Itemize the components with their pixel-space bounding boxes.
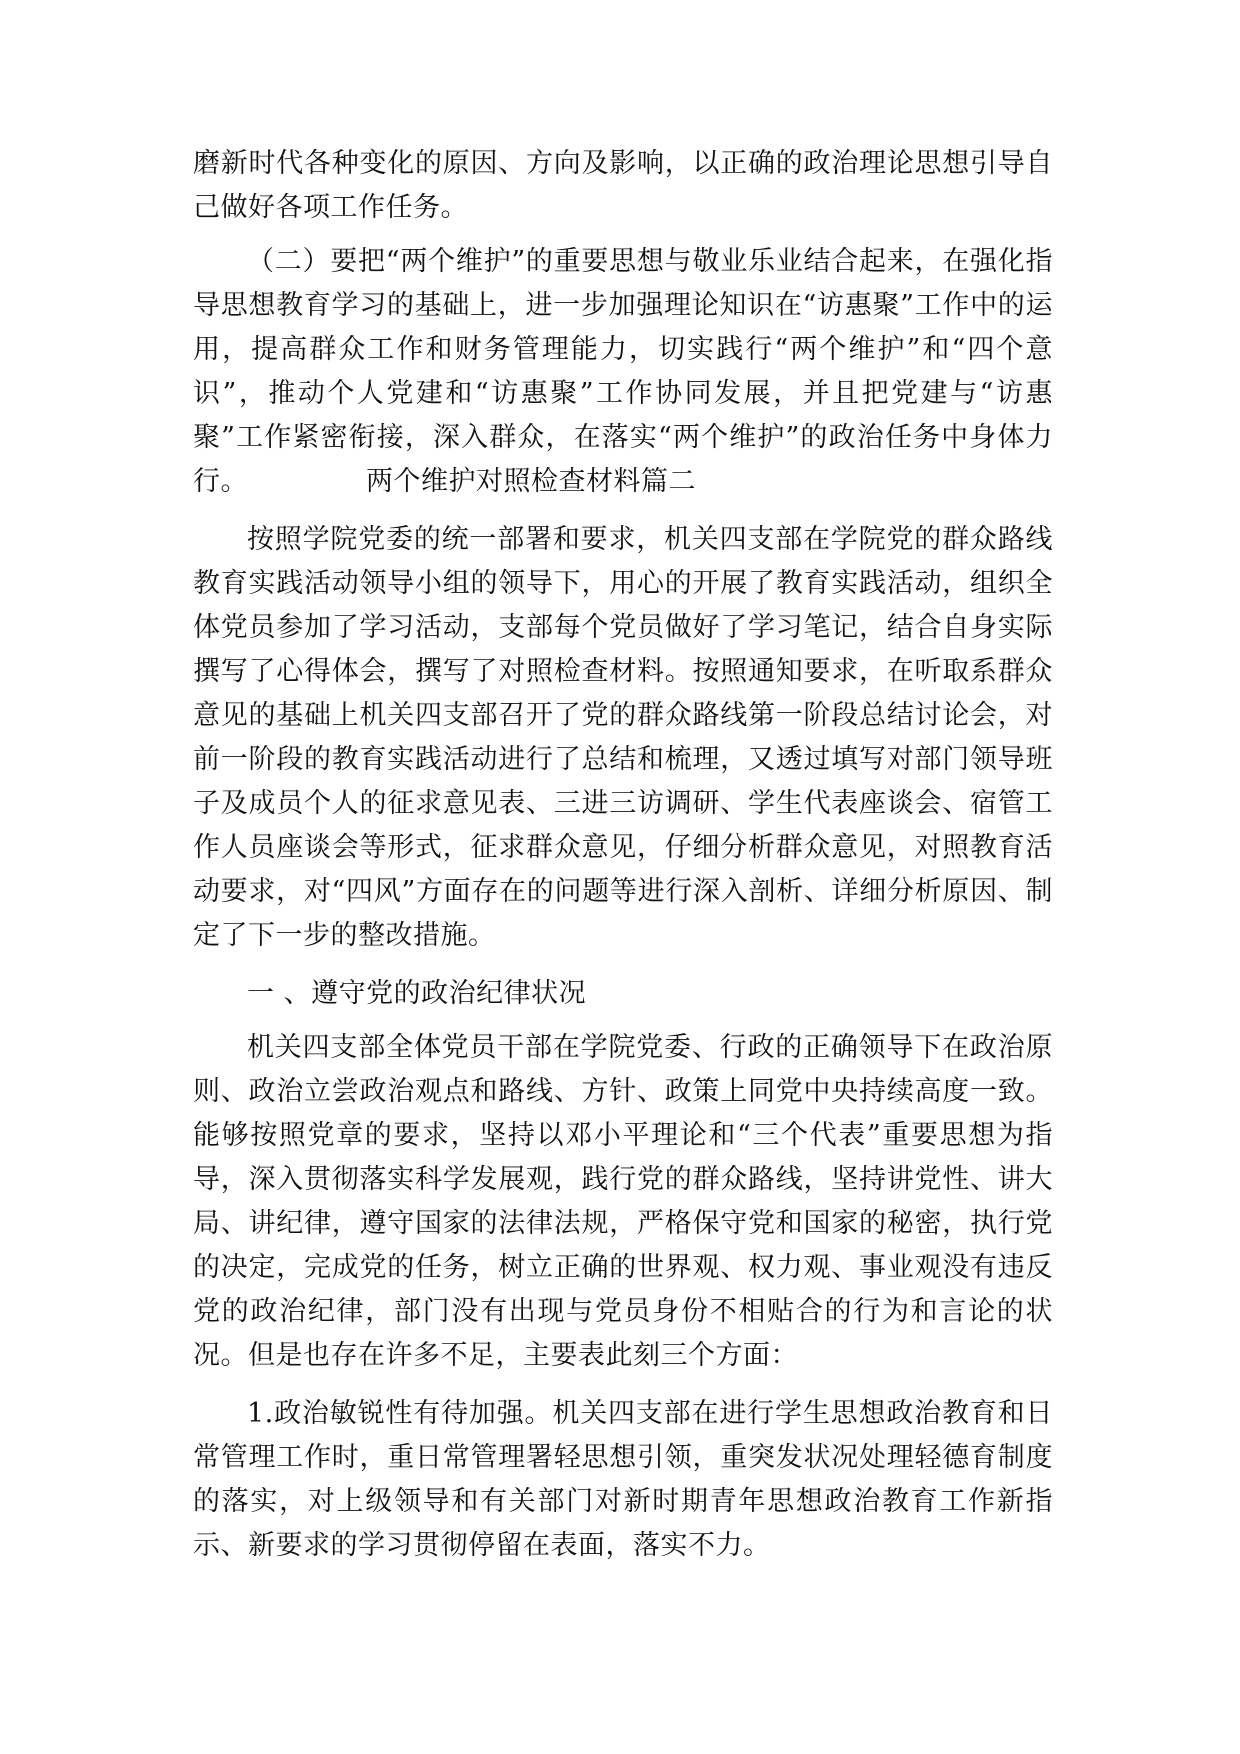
paragraph-political-discipline	[193, 1026, 1053, 1378]
paragraph-text: 磨新时代各种变化的原因、方向及影响，以正确的政治理论思想引导自己做好各项工作任务。	[193, 148, 1053, 223]
document-title-inline: 两个维护对照检查材料篇二	[366, 466, 696, 497]
paragraph-intro	[193, 518, 1053, 958]
paragraph-text: 机关四支部全体党员干部在学院党委、行政的正确领导下在政治原则、政治立尝政治观点和路线、方针、政策上同党中央持续高度一致。能够按照党章的要求，坚持以邓小平理论和“三个代表”重要思想为指导，深入贯彻落实科学发展观，践行党的群众路线，坚持讲党性、讲大局、讲纪律，遵守国家的法律法规，严格保守党和国家的秘密，执行党的决定，完成党的任务，树立正确的世界观、权力观、事业观没有违反党的政治纪律，部门没有出现与党员身份不相贴合的行为和言论的状况。但是也存在许多不足，主要表此刻三个方面：	[193, 1032, 1053, 1371]
document-body	[193, 142, 1053, 1568]
paragraph-point-one	[193, 1392, 1053, 1568]
section-heading-political-discipline	[193, 972, 1053, 1016]
paragraph-text: 1.政治敏锐性有待加强。机关四支部在进行学生思想政治教育和日常管理工作时，重日常管理署轻思想引领，重突发状况处理轻德育制度的落实，对上级领导和有关部门对新时期青年思想政治教育工作新指示、新要求的学习贯彻停留在表面，落实不力。	[193, 1398, 1053, 1561]
paragraph-text: （二）要把“两个维护”的重要思想与敬业乐业结合起来，在强化指导思想教育学习的基础上，进一步加强理论知识在“访惠聚”工作中的运用，提高群众工作和财务管理能力，切实践行“两个维护”和“四个意识”，推动个人党建和“访惠聚”工作协同发展，并且把党建与“访惠聚”工作紧密衔接，深入群众，在落实“两个维护”的政治任务中身体力行。	[193, 246, 1053, 497]
paragraph-text: 按照学院党委的统一部署和要求，机关四支部在学院党的群众路线教育实践活动领导小组的领导下，用心的开展了教育实践活动，组织全体党员参加了学习活动，支部每个党员做好了学习笔记，结合自身实际撰写了心得体会，撰写了对照检查材料。按照通知要求，在听取系群众意见的基础上机关四支部召开了党的群众路线第一阶段总结讨论会，对前一阶段的教育实践活动进行了总结和梳理，又透过填写对部门领导班子及成员个人的征求意见表、三进三访调研、学生代表座谈会、宿管工作人员座谈会等形式，征求群众意见，仔细分析群众意见，对照教育活动要求，对“四风”方面存在的问题等进行深入剖析、详细分析原因、制定了下一步的整改措施。	[193, 524, 1053, 951]
heading-text: 一 、遵守党的政治纪律状况	[247, 978, 587, 1009]
paragraph-continuation	[193, 142, 1053, 230]
paragraph-section-two	[193, 240, 1053, 504]
